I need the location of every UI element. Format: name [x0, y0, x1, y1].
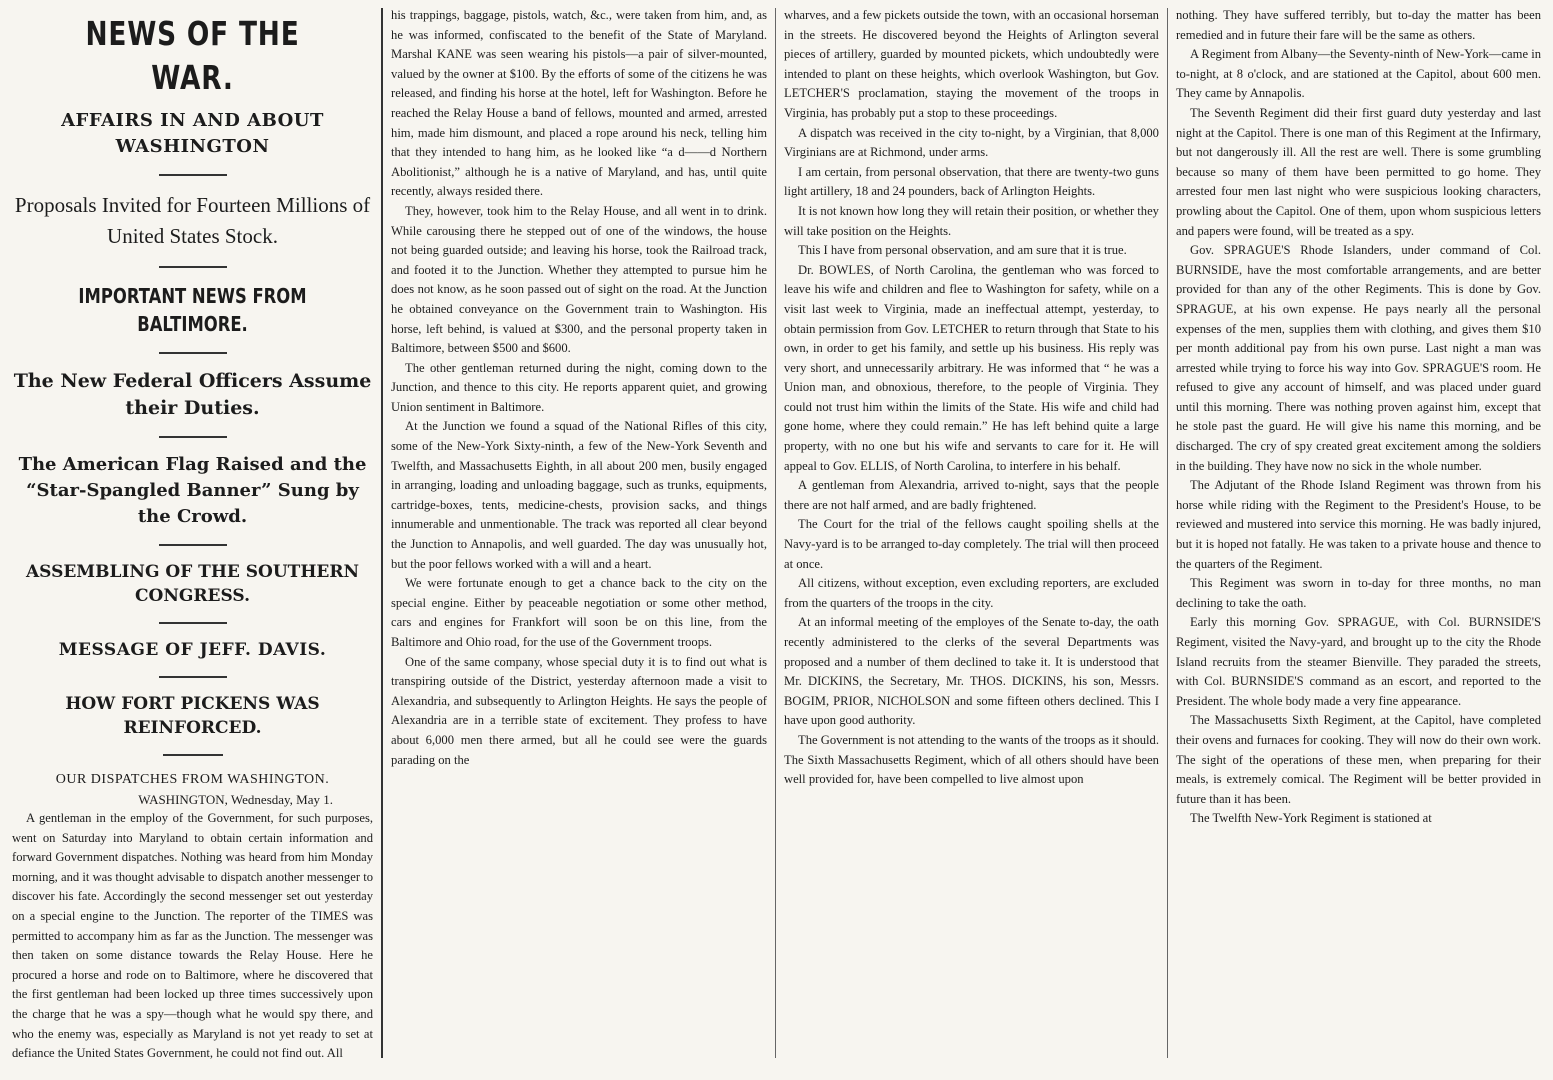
article-paragraph: The Seventh Regiment did their first guard duty yesterday and last night at the Capitol. There is one man of this Regiment at the Infirmary, but not dangerously ill. All the rest are well. There is some grumbling because so many of them have been permitted to go home. They arrested four men last night who were suspicious looking characters, prowling about the Capitol. One of them, upon whom suspicious letters and papers were found, will be treated as a spy. [1175, 105, 1541, 238]
article-paragraph: One of the same company, whose special duty it is to find out what is transpiring outside of the District, yesterday afternoon made a visit to Alexandria, and subsequently to Arlington Heights. He says the people of Alexandria are in a terrible state of excitement. They profess to have about 6,000 men there armed, but all he could see were the guards parading on the [391, 654, 767, 767]
article-paragraph: his trappings, baggage, pistols, watch, &c., were taken from him, and, as he was informed, confiscated to the benefit of the State of Maryland. Marshal KANE was seen wearing his pistols—a pair of silver-mounted, valued by the owner at $100. By the efforts of some of the citizens he was released, and finding his horse at the hotel, left for Washington. Before he reached the Relay House a band of fellows, mounted and armed, arrested him, made him dismount, and placed a rope around his neck, telling him that they intended to hang him, as he looked like “a d——d Northern Abolitionist,” although he is a native of Maryland, and has, until quite recently, always resided there. [391, 8, 767, 199]
article-paragraph: I am certain, from personal observation, that there are twenty-two guns light artillery, 18 and 24 pounders, back of Arlington Heights. [784, 164, 1159, 199]
article-paragraph: Early this morning Gov. SPRAGUE, with Col. BURNSIDE'S Regiment, visited the Navy-yard, and brought up to the city the Rhode Island recruits from the steamer Bienville. They paraded the streets, with Col. BURNSIDE'S command as an escort, and reported to the President. The whole body made a very fine appearance. [1175, 615, 1541, 708]
article-paragraph: A gentleman in the employ of the Government, for such purposes, went on Saturday into Maryland to obtain certain information and forward Government dispatches. Nothing was heard from him Monday morning, and it was thought advisable to dispatch another messenger to discover his fate. Accordingly the second messenger set out yesterday on a special engine to the Junction. The reporter of the TIMES was permitted to accompany him as far as the Junction. The messenger was then taken on some distance towards the Relay House. Here he procured a horse and rode on to Baltimore, where he discovered that the first gentleman had been locked up three times successively upon the charge that he was a spy—though what he would spy there, and who the enemy was, especially as Maryland is not yet ready to set at defiance the United States Government, he could not find out. All [12, 811, 374, 1061]
article-paragraph: A dispatch was received in the city to-night, by a Virginian, that 8,000 Virginians are at Richmond, under arms. [784, 125, 1159, 160]
column-3 [776, 6, 1167, 1080]
column-1 [4, 6, 381, 1080]
article-paragraph: This Regiment was sworn in to-day for three months, no man declining to take the oath. [1175, 576, 1541, 610]
headline-flag-raised: The American Flag Raised and the “Star-Spangled Banner” Sung by the Crowd. [18, 454, 367, 527]
article-paragraph: A gentleman from Alexandria, arrived to-night, says that the people there are not half armed, and are badly frightened. [784, 478, 1159, 512]
article-paragraph: The other gentleman returned during the night, coming down to the Junction, and thence to this city. He reports apparent quiet, and growing Union sentiment in Baltimore. [391, 360, 767, 414]
article-paragraph: The Adjutant of the Rhode Island Regiment was thrown from his horse while riding with the Regiment to the President's House, to be reviewed and mustered into service this morning. He was badly injured, but it is hoped not fatally. He was taken to a private house and thence to the quarters of the Regiment. [1175, 478, 1541, 571]
article-paragraph: They, however, took him to the Relay House, and all went in to drink. While carousing there he stepped out of one of the windows, the house not being guarded outside; and leaving his horse, took the Railroad track, and footed it to the Junction. Whether they attempted to pursue him he does not know, as he soon passed out of sight on the road. At the Junction he obtained conveyance on the Government train to Washington. His horse, left behind, is valued at $300, and the personal property taken in Baltimore, between $500 and $600. [391, 203, 767, 356]
article-paragraph: The Court for the trial of the fellows caught spoiling shells at the Navy-yard is to be arranged to-day completely. The trial will then proceed at once. [784, 517, 1159, 571]
column-4 [1168, 6, 1549, 1080]
article-paragraph: At an informal meeting of the employes of the Senate to-day, the oath recently administered to the clerks of the several Departments was proposed and a number of them declined to take it. It is understood that Mr. DICKINS, the Secretary, Mr. THOS. DICKINS, his son, Messrs. BOGIM, PRIOR, NICHOLSON and some fifteen others declined. This I have upon good authority. [784, 615, 1159, 728]
dispatch-heading: OUR DISPATCHES FROM WASHINGTON. [55, 772, 330, 787]
article-paragraph: A Regiment from Albany—the Seventy-ninth of New-York—came in to-night, at 8 o'clock, and are stationed at the Capitol, about 600 men. They came by Annapolis. [1175, 47, 1541, 101]
separator [159, 676, 227, 678]
article-paragraph: All citizens, without exception, even excluding reporters, are excluded from the quarters of the troops in the city. [784, 576, 1159, 610]
headline-baltimore: IMPORTANT NEWS FROM BALTIMORE. [78, 284, 307, 336]
headline-fort-pickens: HOW FORT PICKENS WAS REINFORCED. [65, 694, 320, 738]
article-paragraph: It is not known how long they will retain their position, or whether they will take position on the Heights. [784, 203, 1159, 238]
article-paragraph: We were fortunate enough to get a chance back to the city on the special engine. Either by peaceable negotiation or some other method, cars and engines for Frankfort will soon be on this line, from the Baltimore and Ohio road, for the use of the Government troops. [391, 576, 767, 649]
article-paragraph: The Massachusetts Sixth Regiment, at the Capitol, have completed their ovens and furnaces for cooking. They will now do their own work. The sight of the operations of these men, when preparing for their meals, is extremely comical. The Regiment will be better provided in future than it has been. [1175, 713, 1541, 806]
headline-federal-officers: The New Federal Officers Assume their Duties. [13, 370, 372, 419]
headline-proposals: Proposals Invited for Fourteen Millions of United States Stock. [14, 193, 371, 248]
separator [159, 352, 227, 354]
separator [159, 622, 227, 624]
headline-affairs: AFFAIRS IN AND ABOUT WASHINGTON [61, 110, 324, 157]
separator [159, 544, 227, 546]
article-paragraph: Dr. BOWLES, of North Carolina, the gentleman who was forced to leave his wife and children and flee to Washington for safety, while on a visit last week to Virginia, made an ineffectual attempt, yesterday, to obtain permission from Gov. LETCHER to return through that State to his own, in order to get his family, and settle up his business. His reply was very short, and unnecessarily arbitrary. He was informed that “ he was a Union man, and obnoxious, therefore, to the people of Virginia. They could not trust him within the limits of the State. His wife and child had gone home, where they could remain.” He has left behind quite a large property, with no one but his wife and servants to care for it. He will appeal to Gov. ELLIS, of North Carolina, to interfere in his behalf. [784, 262, 1159, 473]
separator [163, 754, 223, 756]
separator [159, 266, 227, 268]
article-paragraph: wharves, and a few pickets outside the town, with an occasional horseman in the streets. He discovered beyond the Heights of Arlington several pieces of artillery, guarded by mounted pickets, which undoubtedly were intended to plant on these heights, which overlook Washington, but Gov. LETCHER'S proclamation, staying the movement of the troops in Virginia, has probably put a stop to these proceedings. [784, 8, 1159, 120]
masthead-title: NEWS OF THE WAR. [85, 14, 300, 97]
headline-jeff-davis: MESSAGE OF JEFF. DAVIS. [58, 640, 327, 660]
column-2 [383, 6, 775, 1080]
article-paragraph: The Twelfth New-York Regiment is stationed at [1189, 811, 1432, 826]
article-paragraph: This I have from personal observation, and am sure that it is true. [798, 243, 1127, 258]
article-paragraph: The Government is not attending to the wants of the troops as it should. The Sixth Massachusetts Regiment, which of all others should have been well provided for, have been compelled to live almost upon [784, 732, 1159, 787]
article-paragraph: nothing. They have suffered terribly, but to-day the matter has been remedied and in future their fare will be the same as others. [1175, 8, 1541, 42]
separator [159, 174, 227, 176]
headline-southern-congress: ASSEMBLING OF THE SOUTHERN CONGRESS. [25, 562, 360, 606]
dateline: WASHINGTON, Wednesday, May 1. [138, 792, 334, 807]
separator [159, 436, 227, 438]
article-paragraph: Gov. SPRAGUE'S Rhode Islanders, under command of Col. BURNSIDE, have the most comfortable arrangements, and are better provided for than any of the other Regiments. This is done by Gov. SPRAGUE, at his own expense. He pays nearly all the personal expenses of the men, supplies them with clothing, and gives them $10 per month additional pay from his own purse. Last night a man was arrested while trying to force his way into Gov. SPRAGUE'S room. He refused to give any account of himself, and was placed under guard until this morning. There was nothing proven against him, except that he stole past the guard. He will give his name this morning, and be discharged. The cry of spy created great excitement among the soldiers in the building. They have now no sick in the whole number. [1175, 243, 1541, 473]
article-paragraph: At the Junction we found a squad of the National Rifles of this city, some of the New-York Sixty-ninth, a few of the New-York Seventh and Twelfth, and Massachusetts Eighth, in all about 200 men, busily engaged in arranging, loading and unloading baggage, such as trunks, equipments, cartridge-boxes, tents, medicine-chests, provision sacks, and things innumerable and unmentionable. The track was reported all clear beyond the Junction to Annapolis, and well guarded. The day was unusually hot, but the poor fellows worked with a will and a heart. [391, 419, 767, 571]
